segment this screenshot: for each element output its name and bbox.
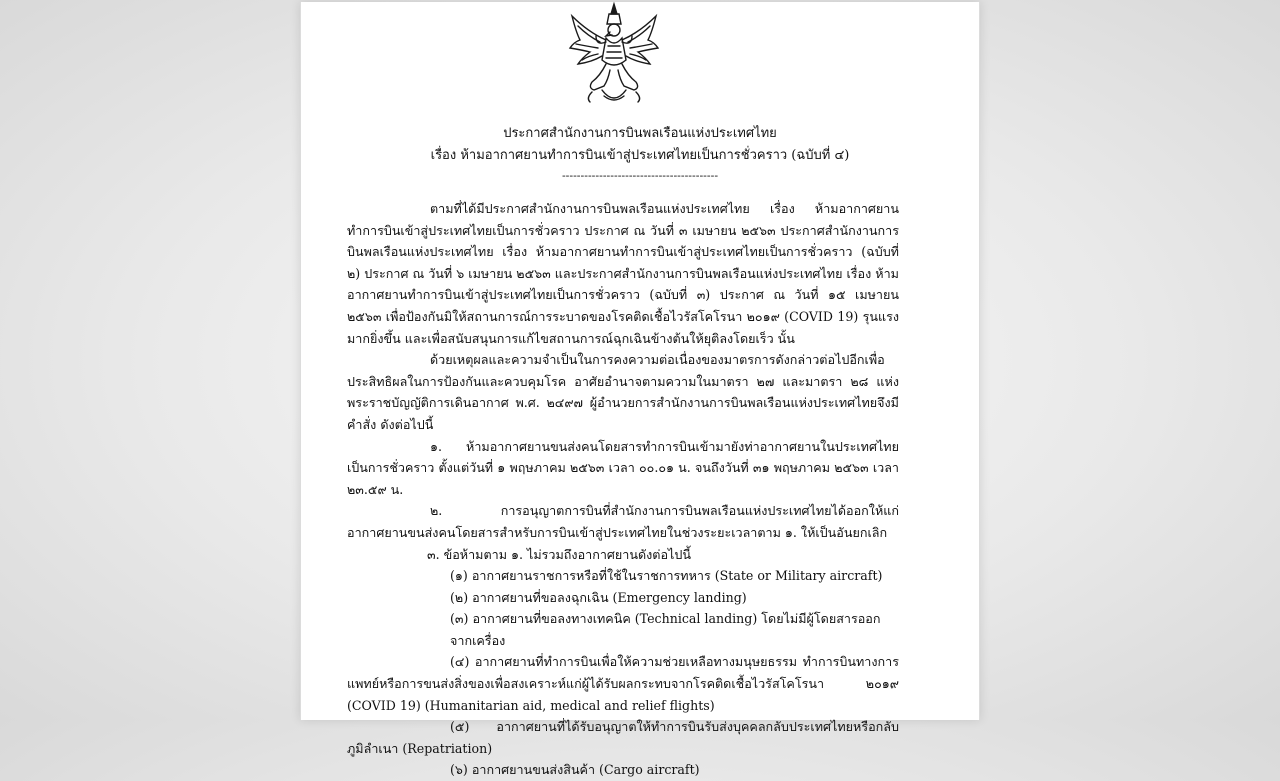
exception-item-4: (๔) อากาศยานที่ทำการบินเพื่อให้ความช่วยเหลือทางมนุษยธรรม ทำการบินทางการแพทย์หรือการขนส่งสิ่งของเพื่อสงเคราะห์แก่ผู้ได้รับผลกระทบจากโรคติดเชื้อไวรัสโคโรนา ๒๐๑๙ (COVID 19) (Humanitarian aid, medical and relief flights)	[347, 654, 899, 713]
exception-item-3: (๓) อากาศยานที่ขอลงทางเทคนิค (Technical landing) โดยไม่มีผู้โดยสารออกจากเครื่อง	[450, 611, 881, 648]
exception-item-5: (๕) อากาศยานที่ได้รับอนุญาตให้ทำการบินรับส่งบุคคลกลับประเทศไทยหรือกลับภูมิลำเนา (Repatriation)	[347, 719, 899, 756]
exception-item-1: (๑) อากาศยานราชการหรือที่ใช้ในราชการทหาร (State or Military aircraft)	[450, 568, 883, 584]
exception-item-2: (๒) อากาศยานที่ขอลงฉุกเฉิน (Emergency landing)	[450, 589, 747, 605]
document-page	[300, 2, 980, 778]
paragraph-preamble: ตามที่ได้มีประกาศสำนักงานการบินพลเรือนแห่งประเทศไทย เรื่อง ห้ามอากาศยานทำการบินเข้าสู่ประเทศไทยเป็นการชั่วคราว ประกาศ ณ วันที่ ๓ เมษายน ๒๕๖๓ ประกาศสำนักงานการบินพลเรือนแห่งประเทศไทย เรื่อง ห้ามอากาศยานทำการบินเข้าสู่ประเทศไทยเป็นการชั่วคราว (ฉบับที่ ๒) ประกาศ ณ วันที่ ๖ เมษายน ๒๕๖๓ และประกาศสำนักงานการบินพลเรือนแห่งประเทศไทย เรื่อง ห้ามอากาศยานทำการบินเข้าสู่ประเทศไทยเป็นการชั่วคราว (ฉบับที่ ๓) ประกาศ ณ วันที่ ๑๕ เมษายน ๒๕๖๓ เพื่อป้องกันมิให้สถานการณ์การระบาดของโรคติดเชื้อไวรัสโคโรนา ๒๐๑๙ (COVID 19) รุนแรงมากยิ่งขึ้น และเพื่อสนับสนุนการแก้ไขสถานการณ์ฉุกเฉินข้างต้นให้ยุติลงโดยเร็ว นั้น	[347, 201, 899, 346]
exception-item-6: (๖) อากาศยานขนส่งสินค้า (Cargo aircraft)	[450, 762, 700, 778]
order-item-1: ๑. ห้ามอากาศยานขนส่งคนโดยสารทำการบินเข้ามายังท่าอากาศยานในประเทศไทยเป็นการชั่วคราว ตั้งแต่วันที่ ๑ พฤษภาคม ๒๕๖๓ เวลา ๐๐.๐๑ น. จนถึงวันที่ ๓๑ พฤษภาคม ๒๕๖๓ เวลา ๒๓.๕๙ น.	[347, 438, 899, 497]
order-item-3: ๓. ข้อห้ามตาม ๑. ไม่รวมถึงอากาศยานดังต่อไปนี้	[427, 546, 691, 562]
garuda-emblem-icon	[566, 2, 662, 106]
order-item-2: ๒. การอนุญาตการบินที่สำนักงานการบินพลเรือนแห่งประเทศไทยได้ออกให้แก่อากาศยานขนส่งคนโดยสารสำหรับการบินเข้าสู่ประเทศไทยในช่วงระยะเวลาตาม ๑. ให้เป็นอันยกเลิก	[347, 503, 899, 540]
divider-line: ------------------------------------------	[561, 169, 719, 182]
document-body	[347, 198, 899, 781]
paragraph-authority: ด้วยเหตุผลและความจำเป็นในการคงความต่อเนื่องของมาตรการดังกล่าวต่อไปอีกเพื่อประสิทธิผลในการป้องกันและควบคุมโรค อาศัยอำนาจตามความในมาตรา ๒๗ และมาตรา ๒๘ แห่งพระราชบัญญัติการเดินอากาศ พ.ศ. ๒๔๙๗ ผู้อำนวยการสำนักงานการบินพลเรือนแห่งประเทศไทยจึงมีคำสั่ง ดังต่อไปนี้	[347, 352, 899, 432]
announcement-subject: เรื่อง ห้ามอากาศยานทำการบินเข้าสู่ประเทศไทยเป็นการชั่วคราว (ฉบับที่ ๔)	[430, 148, 850, 163]
announcement-title: ประกาศสำนักงานการบินพลเรือนแห่งประเทศไทย	[503, 126, 777, 141]
